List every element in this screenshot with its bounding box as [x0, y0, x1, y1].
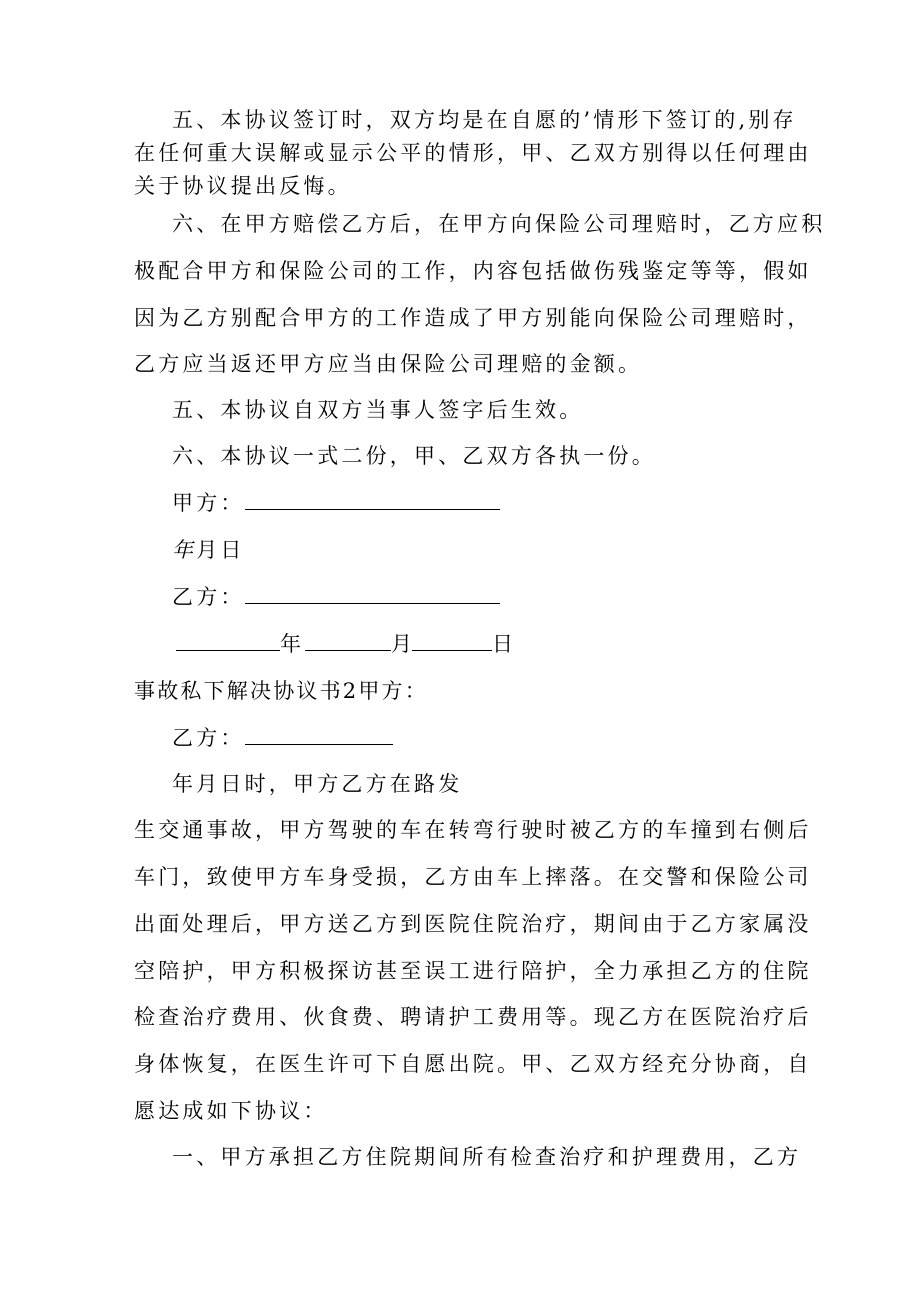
- text-line: 在任何重大误解或显示公平的情形，甲、乙双方别得以任何理由: [134, 141, 812, 165]
- party-b-signature-line: [172, 585, 500, 609]
- text-line: 出面处理后，甲方送乙方到医院住院治疗，期间由于乙方家属没: [134, 912, 812, 936]
- text-line: 生交通事故，甲方驾驶的车在转弯行驶时被乙方的车撞到右侧后: [134, 818, 812, 842]
- party-a-signature-line: [172, 491, 500, 515]
- paragraph-clause-1: 一、甲方承担乙方住院期间所有检查治疗和护理费用，乙方: [172, 1145, 802, 1169]
- party-b2-blank: [245, 740, 393, 745]
- month-blank: [305, 646, 391, 651]
- party-b2-signature-line: [172, 726, 393, 750]
- text-line: 关于协议提出反悔。: [134, 174, 352, 198]
- date-year-label: 年: [172, 538, 197, 562]
- party-b2-label: 乙方：: [172, 726, 245, 750]
- intro-line: 年月日时，甲方乙方在路发: [172, 772, 463, 796]
- text-line: 极配合甲方和保险公司的工作，内容包括做伤残鉴定等等，假如: [134, 259, 812, 283]
- text-line: 身体恢复，在医生许可下自愿出院。甲、乙双方经充分协商，自: [134, 1052, 812, 1076]
- party-b-label: 乙方：: [172, 585, 245, 609]
- date-blank-line: [176, 632, 513, 656]
- text-line: 六、在甲方赔偿乙方后，在甲方向保险公司理赔时，乙方应积: [172, 212, 826, 236]
- paragraph-clause-5b: 五、本协议自双方当事人签字后生效。: [172, 398, 584, 422]
- text-line: 因为乙方别配合甲方的工作造成了甲方别能向保险公司理赔时，: [134, 306, 812, 330]
- text-line: 愿达成如下协议：: [134, 1099, 328, 1123]
- date-month-day-label: 月日: [196, 538, 245, 562]
- year-blank: [176, 646, 280, 651]
- party-a-label: 甲方：: [172, 491, 245, 515]
- agreement-2-title: 事故私下解决协议书2甲方：: [134, 679, 428, 703]
- text-line: 车门，致使甲方车身受损，乙方由车上摔落。在交警和保险公司: [134, 865, 812, 889]
- day-label: 日: [492, 632, 513, 656]
- paragraph-clause-6b: 六、本协议一式二份，甲、乙双方各执一份。: [172, 444, 656, 468]
- text-line: 五、本协议签订时，双方均是在自愿的’情形下签订的,别存: [172, 108, 797, 132]
- text-line: 空陪护，甲方积极探访甚至误工进行陪护，全力承担乙方的住院: [134, 959, 812, 983]
- month-label: 月: [391, 632, 412, 656]
- party-a-blank: [245, 505, 500, 510]
- year-label: 年: [280, 632, 301, 656]
- text-line: 检查治疗费用、伙食费、聘请护工费用等。现乙方在医院治疗后: [134, 1005, 812, 1029]
- day-blank: [412, 646, 492, 651]
- party-b-blank: [245, 599, 500, 604]
- text-line: 乙方应当返还甲方应当由保险公司理赔的金额。: [134, 352, 643, 376]
- date-compact: [172, 538, 245, 562]
